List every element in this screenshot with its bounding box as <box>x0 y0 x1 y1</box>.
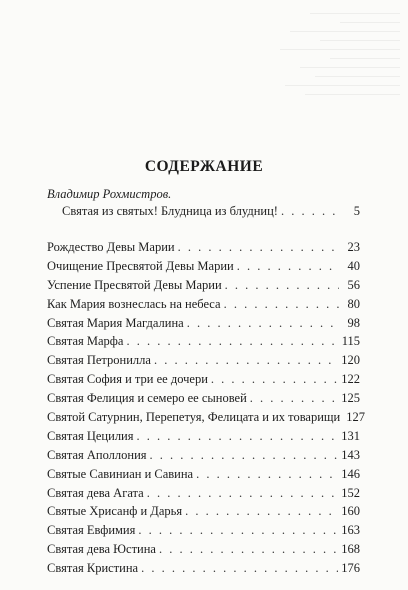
leader-dots <box>237 259 339 274</box>
entry-title: Рождество Девы Марии <box>47 240 175 254</box>
entry-title: Святая Кристина <box>47 561 139 576</box>
entry-page: 56 <box>347 277 360 292</box>
toc-entry[interactable] <box>47 561 360 580</box>
entry-page: 143 <box>341 447 360 462</box>
entry-page: 146 <box>341 466 360 481</box>
intro-author: Владимир Рохмистров. <box>47 187 172 201</box>
entry-page: 120 <box>341 353 360 368</box>
leader-dots <box>159 542 338 557</box>
toc-entry[interactable] <box>47 542 360 561</box>
entry-title: Святая Марфа <box>47 334 124 349</box>
toc-entry[interactable] <box>47 504 360 523</box>
entry-title: Святые Хрисанф и Дарья <box>47 504 183 519</box>
entry-title: Успение Пресвятой Девы Марии <box>47 277 222 292</box>
entry-page: 168 <box>341 542 360 557</box>
entry-title: Святые Савиниан и Савина <box>47 466 194 481</box>
leader-dots <box>154 353 338 368</box>
entry-page: 80 <box>347 296 360 311</box>
leader-dots <box>178 240 339 255</box>
toc-entry[interactable] <box>47 486 360 505</box>
leader-dots <box>137 429 339 444</box>
leader-dots <box>225 278 339 293</box>
entry-title: Святая Мария Магдалина <box>47 315 184 330</box>
leader-dots <box>196 467 338 482</box>
entry-title: Святая дева Агата <box>47 485 144 500</box>
entry-title: Очищение Пресвятой Девы Марии <box>47 258 234 273</box>
entry-page: 176 <box>341 561 360 576</box>
entry-page: 163 <box>341 523 360 538</box>
toc-entry[interactable] <box>47 448 360 467</box>
leader-dots <box>250 391 338 406</box>
entry-page: 115 <box>341 334 360 349</box>
entry-page: 23 <box>347 240 360 254</box>
toc-heading: СОДЕРЖАНИЕ <box>144 158 264 175</box>
entry-page: 152 <box>341 485 360 500</box>
entry-page: 125 <box>341 391 360 406</box>
toc-list <box>47 240 365 580</box>
entry-page: 40 <box>347 258 360 273</box>
entry-page: 160 <box>341 504 360 519</box>
toc-entry[interactable] <box>47 316 360 335</box>
toc-entry[interactable] <box>47 410 365 429</box>
entry-title: Святая Евфимия <box>47 523 136 538</box>
toc-entry[interactable] <box>47 429 360 448</box>
toc-entry[interactable] <box>47 240 360 259</box>
entry-title: Как Мария вознеслась на небеса <box>47 296 221 311</box>
entry-title: Святая Цецилия <box>47 428 134 443</box>
entry-page: 5 <box>353 204 360 218</box>
leader-dots <box>138 523 338 538</box>
entry-title: Святая Аполлония <box>47 447 147 462</box>
entry-page: 122 <box>341 372 360 387</box>
leader-dots <box>211 372 338 387</box>
leader-dots <box>141 561 338 576</box>
toc-entry[interactable] <box>47 353 360 372</box>
leader-dots <box>281 204 339 219</box>
entry-title: Святая дева Юстина <box>47 542 156 557</box>
leader-dots <box>185 504 338 519</box>
entry-page: 127 <box>346 410 365 425</box>
toc-entry[interactable] <box>47 334 360 353</box>
leader-dots <box>150 448 339 463</box>
leader-dots <box>187 316 339 331</box>
entry-title: Святая София и три ее дочери <box>47 372 208 387</box>
entry-title: Святая Петронилла <box>47 353 151 368</box>
entry-page: 131 <box>341 428 360 443</box>
toc-entry[interactable] <box>47 391 360 410</box>
toc-entry[interactable] <box>47 278 360 297</box>
intro-entry[interactable] <box>62 204 360 219</box>
entry-title: Святая Фелиция и семеро ее сыновей <box>47 391 247 406</box>
toc-entry[interactable] <box>47 467 360 486</box>
toc-entry[interactable] <box>47 259 360 278</box>
entry-title: Святая из святых! Блудница из блудниц! <box>62 204 278 218</box>
entry-title: Святой Сатурнин, Перепетуя, Фелицата и их товарищи <box>47 410 341 425</box>
toc-entry[interactable] <box>47 372 360 391</box>
leader-dots <box>126 334 338 349</box>
entry-page: 98 <box>347 315 360 330</box>
toc-entry[interactable] <box>47 523 360 542</box>
toc-entry[interactable] <box>47 297 360 316</box>
leader-dots <box>224 297 339 312</box>
leader-dots <box>147 486 339 501</box>
